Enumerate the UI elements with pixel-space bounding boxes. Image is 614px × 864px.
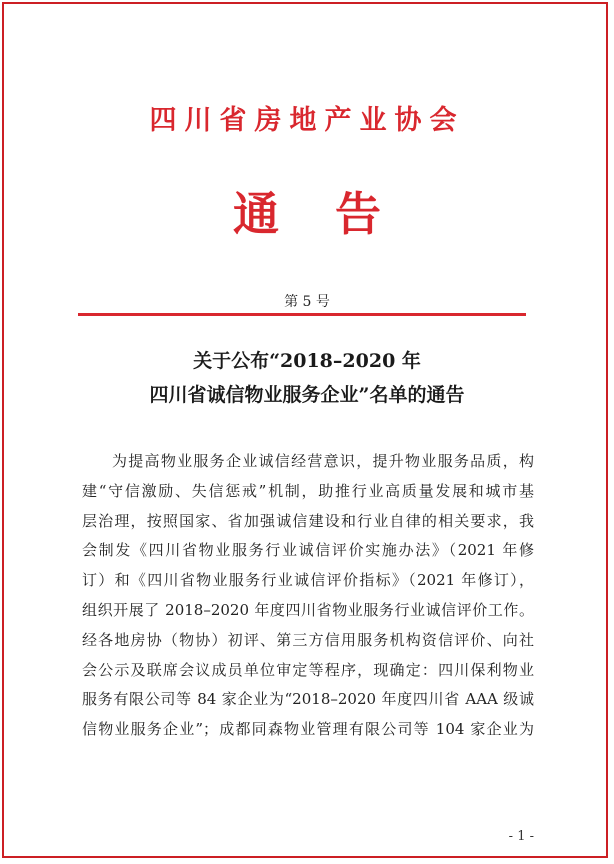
headline-line-1: 关于公布“2018–2020 年: [193, 350, 421, 372]
body-line: 信物业服务企业”；成都同森物业管理有限公司等 104 家企业为: [82, 720, 534, 739]
document-number: 第 5 号: [284, 294, 330, 310]
body-line: 组织开展了 2018–2020 年度四川省物业服务行业诚信评价工作。: [82, 600, 534, 619]
body-line: 经各地房协（物协）初评、第三方信用服务机构资信评价、向社: [82, 630, 534, 649]
headline-line-2: 四川省诚信物业服务企业”名单的通告: [149, 384, 465, 406]
body-line: 层治理，按照国家、省加强诚信建设和行业自律的相关要求，我: [82, 511, 534, 530]
body-line: 服务有限公司等 84 家企业为“2018–2020 年度四川省 AAA 级诚: [82, 690, 534, 709]
notice-heading: 通告: [233, 187, 437, 241]
body-line: 为提高物业服务企业诚信经营意识，提升物业服务品质，构: [112, 452, 534, 470]
body-paragraph: [82, 447, 534, 745]
body-line: 建“守信激励、失信惩戒”机制，助推行业高质量发展和城市基: [82, 481, 534, 500]
red-divider-line: [78, 313, 526, 316]
body-line: 会制发《四川省物业服务行业诚信评价实施办法》（2021 年修: [82, 541, 534, 560]
organization-title: 四川省房地产业协会: [149, 105, 465, 136]
body-line: 会公示及联席会议成员单位审定等程序，现确定：四川保利物业: [82, 660, 534, 679]
page-number: - 1 -: [508, 829, 534, 844]
body-line: 订）和《四川省物业服务行业诚信评价指标》（2021 年修订），: [82, 571, 534, 590]
